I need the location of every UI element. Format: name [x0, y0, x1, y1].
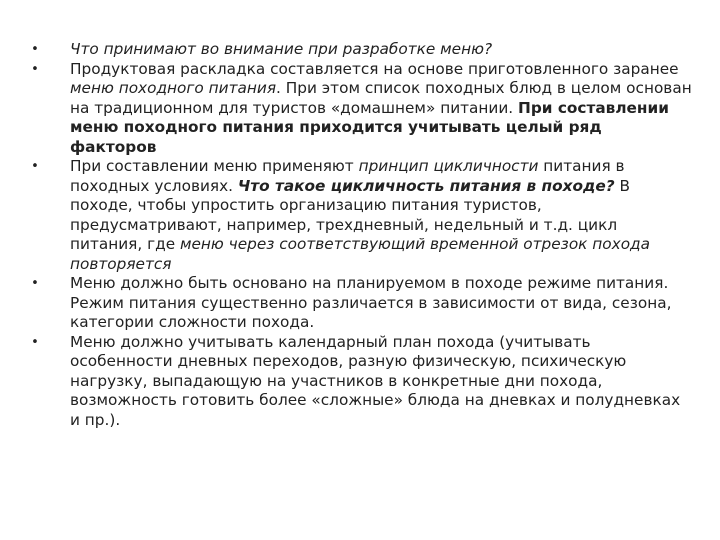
text-run-italic: меню походного питания [70, 79, 277, 97]
bullet-item-3 [28, 157, 693, 274]
text-run: При составлении меню применяют [70, 157, 359, 175]
bullet-dot: • [31, 61, 39, 77]
text-run-italic: меню через соответствующий временной отрезок похода повторяется [70, 235, 650, 273]
text-run: Продуктовая раскладка составляется на основе приготовленного заранее [70, 59, 679, 78]
bullet-item-5 [28, 333, 693, 431]
bullet-dot: • [31, 159, 39, 174]
text-run-bold-italic: Что такое цикличность питания в походе? [237, 176, 615, 195]
text-run: питания в походных условиях. [70, 157, 625, 195]
bullet-dot: • [31, 276, 39, 291]
bullet-item-1 [28, 40, 693, 60]
bullet-dot: • [31, 334, 39, 350]
bullet-item-2 [28, 60, 693, 158]
bullet-dot: • [31, 42, 39, 57]
bullet-item-4 [28, 274, 693, 333]
text-run: В походе, чтобы упростить организацию питания туристов, предусматривают, например, трехдневный, недельный и т.д. цикл питания, где [70, 176, 630, 253]
text-run-italic: принцип цикличности [358, 157, 539, 175]
bullet-list [28, 40, 693, 430]
heading-question: Что принимают во внимание при разработке меню? [70, 40, 493, 58]
text-run: . При этом список походных блюд в целом основан на традиционном для туристов «домашнем» питании. [70, 79, 692, 117]
text-run: Меню должно учитывать календарный план похода (учитывать особенности дневных переходов, разную физическую, психическую нагрузку, выпадающую на участников в конкретные дни похода, возможность готовить более «сложные» блюда на дневках и полудневках и пр.). [70, 332, 681, 429]
text-run-bold: При составлении меню походного питания приходится учитывать целый ряд факторов [70, 98, 669, 156]
text-run: Меню должно быть основано на планируемом в походе режиме питания. Режим питания существенно различается в зависимости от вида, сезона, категории сложности похода. [70, 274, 672, 331]
